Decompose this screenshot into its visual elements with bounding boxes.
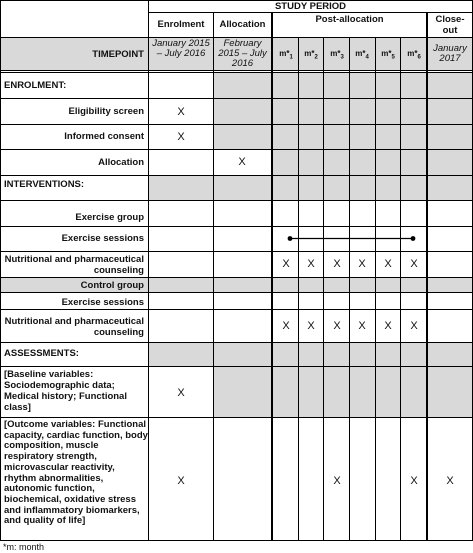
month-label-2: $m*_2$	[304, 49, 318, 61]
footnote: *m: month	[3, 542, 45, 552]
shaded-cells	[1, 38, 472, 418]
mark-nutritional-m3: X	[333, 258, 341, 270]
nutritional-label: Nutritional and pharmaceutical counseling	[4, 254, 144, 276]
allocation-header: Allocation	[219, 19, 266, 30]
mark-allocation: X	[238, 156, 246, 168]
enrolment-header: Enrolment	[157, 19, 205, 30]
timepoint-label: TIMEPOINT	[92, 49, 144, 60]
mark-nutritional-m5: X	[384, 258, 392, 270]
mark-eligibility-enrolment: X	[177, 106, 185, 118]
close-out-header: Close-out	[435, 14, 465, 36]
consent-label: Informed consent	[64, 131, 144, 142]
enrolment-section-label: ENROLMENT:	[4, 80, 67, 91]
month-label-4: $m*_4$	[355, 49, 369, 61]
mark-control-nutritional-m3: X	[333, 320, 341, 332]
mark-control-nutritional-m5: X	[384, 320, 392, 332]
mark-baseline-enrolment: X	[177, 387, 185, 399]
mark-control-nutritional-m6: X	[410, 320, 418, 332]
mark-nutritional-m2: X	[307, 258, 315, 270]
mark-control-nutritional-m2: X	[307, 320, 315, 332]
post-allocation-header: Post-allocation	[315, 14, 384, 25]
mark-consent-enrolment: X	[177, 131, 185, 143]
mark-outcome-closeout: X	[446, 475, 454, 487]
study-period-header: STUDY PERIOD	[274, 1, 347, 12]
mark-control-nutritional-m1: X	[282, 320, 290, 332]
exercise-sessions-bar	[288, 236, 416, 241]
eligibility-label: Eligibility screen	[68, 106, 144, 117]
exercise-group-label: Exercise group	[75, 212, 144, 223]
interventions-section-label: INTERVENTIONS:	[4, 179, 85, 190]
baseline-variables-label: [Baseline variables: Sociodemographic data; Medical history; Functional class]	[4, 369, 127, 413]
mark-nutritional-m6: X	[410, 258, 418, 270]
month-label-6: $m*_6$	[407, 49, 421, 61]
control-exercise-sessions-label: Exercise sessions	[61, 297, 144, 308]
control-group-label: Control group	[80, 280, 144, 291]
mark-nutritional-m4: X	[358, 258, 366, 270]
enrolment-dates: January 2015 – July 2016	[152, 38, 210, 59]
closeout-date: January 2017	[433, 43, 467, 64]
control-nutritional-label: Nutritional and pharmaceutical counseling	[4, 316, 144, 338]
month-label-1: $m*_1$	[279, 49, 293, 61]
mark-outcome-m3: X	[333, 475, 341, 487]
mark-outcome-enrolment: X	[177, 475, 185, 487]
mark-nutritional-m1: X	[282, 258, 290, 270]
month-label-5: $m*_5$	[381, 49, 395, 61]
mark-control-nutritional-m4: X	[358, 320, 366, 332]
outcome-variables-label: [Outcome variables: Functional capacity, cardiac function, body composition, muscle respiratory strength, microvascular reactivity, rhythm abnormalities, autonomic function, biochemical, oxidative stress and inflammatory biomarkers, and quality of life]	[4, 419, 148, 527]
exercise-sessions-label: Exercise sessions	[61, 233, 144, 244]
mark-outcome-m6: X	[410, 475, 418, 487]
assessments-section-label: ASSESSMENTS:	[4, 348, 79, 359]
allocation-row-label: Allocation	[98, 157, 144, 168]
month-label-3: $m*_3$	[330, 49, 344, 61]
allocation-dates: February 2015 – July 2016	[218, 38, 267, 69]
